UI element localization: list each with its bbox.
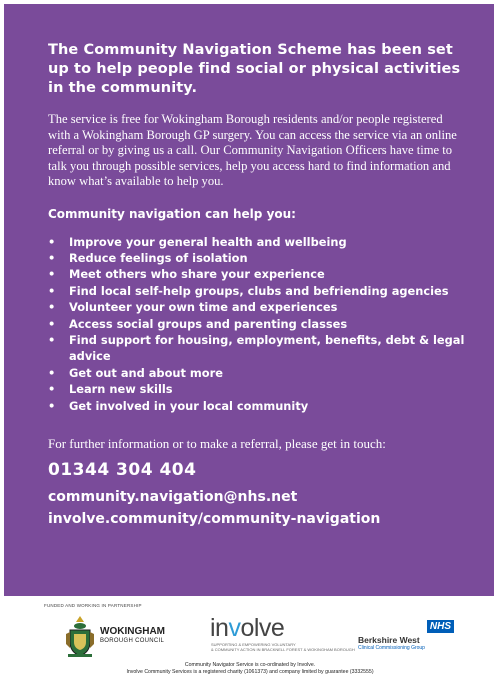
service-description: The service is free for Wokingham Borough residents and/or people registered with a Wokingham Borough GP surgery. You can access the service via an online referral or by giving us a call. Our Community Navigation Officers have time to talk you through possible services, help you access hard to find information and know what’s available to help you. [48, 112, 457, 188]
list-item: • Access social groups and parenting classes [48, 316, 348, 331]
bullet-icon: • [48, 398, 56, 413]
list-item: • Find local self-help groups, clubs and befriending agencies [48, 283, 449, 298]
list-item: • Meet others who share your experience [48, 267, 325, 282]
nhs-badge: NHS [427, 620, 454, 633]
charity-note: Involve Community Services is a registered charity (1061373) and company limited by guarantee (3332555) [126, 669, 374, 675]
wokingham-name: WOKINGHAM [100, 626, 165, 637]
further-info-text: For further information or to make a referral, please get in touch: [48, 435, 386, 451]
phone-number[interactable]: 01344 304 404 [48, 459, 197, 480]
list-item: • Learn new skills [48, 382, 173, 397]
list-item: • Get involved in your local community [48, 398, 309, 413]
info-panel [4, 4, 494, 596]
list-item: • Reduce feelings of isolation [48, 250, 248, 265]
bullet-icon: • [48, 332, 56, 347]
involve-tagline-1: SUPPORTING & EMPOWERING VOLUNTARY [211, 642, 296, 647]
website-link[interactable]: involve.community/community-navigation [48, 510, 381, 527]
bullet-icon: • [48, 283, 56, 298]
intro-heading: The Community Navigation Scheme has been set up to help people find social or physical activities in the community. [48, 42, 461, 96]
involve-logo [208, 614, 355, 660]
list-item: • Volunteer your own time and experiences [48, 300, 338, 315]
list-item: • Find support for housing, employment, benefits, debt & legal advice [48, 332, 465, 364]
bullet-icon: • [48, 316, 56, 331]
funded-label: FUNDED AND WORKING IN PARTNERSHIP [44, 603, 142, 608]
crest-icon [64, 614, 96, 658]
bullet-icon: • [48, 267, 56, 282]
list-heading: Community navigation can help you: [48, 206, 296, 221]
bullet-icon: • [48, 234, 56, 249]
panel-content [48, 41, 468, 530]
nhs-org-name: Berkshire West [358, 635, 420, 645]
email-link[interactable]: community.navigation@nhs.net [48, 488, 298, 505]
bullet-icon: • [48, 365, 56, 380]
nhs-group-name: Clinical Commissioning Group [358, 645, 425, 651]
involve-tagline-2: & COMMUNITY ACTION IN BRACKNELL FOREST & WOKINGHAM BOROUGH [211, 647, 355, 652]
list-item: • Get out and about more [48, 365, 223, 380]
list-item: • Improve your general health and wellbeing [48, 234, 347, 249]
benefits-list [48, 234, 468, 414]
bullet-icon: • [48, 382, 56, 397]
bullet-icon: • [48, 250, 56, 265]
involve-wordmark: involve [210, 614, 285, 642]
bullet-icon: • [48, 300, 56, 315]
wokingham-sub: BOROUGH COUNCIL [100, 638, 165, 644]
coordination-note: Community Navigator Service is co-ordinated by Involve. [184, 662, 316, 668]
wokingham-logo [64, 614, 174, 660]
nhs-logo [358, 620, 458, 660]
